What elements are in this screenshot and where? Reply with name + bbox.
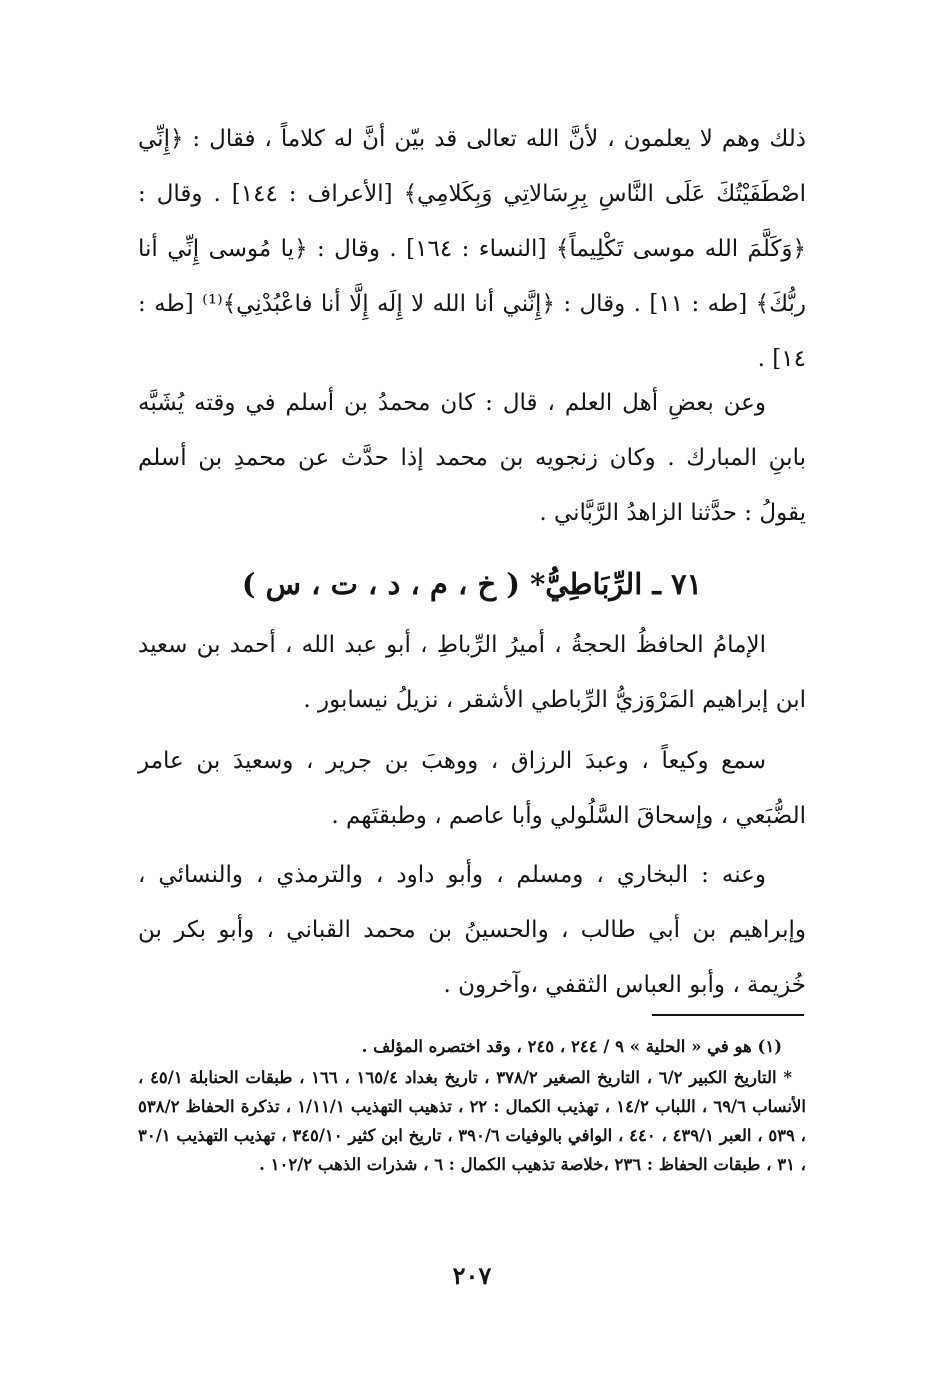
paragraph-teachers: سمع وكيعاً ، وعبدَ الرزاق ، ووهبَ بن جرير ، وسعيدَ بن عامر الضُّبَعي ، وإسحاقَ السَّلُولي وأبا عاصم ، وطبقتَهم .	[138, 748, 806, 829]
footnote-divider	[652, 1014, 804, 1016]
footnote-1: (١) هو في « الحلية » ٩ / ٢٤٤ ، ٢٤٥ ، وقد اختصره المؤلف .	[361, 1037, 782, 1056]
page-number: ٢٠٧	[452, 1261, 492, 1290]
paragraph-quran-quotes: ذلك وهم لا يعلمون ، لأنَّ الله تعالى قد بيّن أنَّ له كلاماً ، فقال : ﴿إِنِّي اصْطَفَيْتُكَ عَلَى النَّاسِ بِرِسَالاتِي وَبِكَلامِي﴾ [الأعراف : ١٤٤] . وقال : ﴿وَكَلَّمَ الله موسى تَكْلِيماً﴾ [النساء : ١٦٤] . وقال : ﴿يا مُوسى إِنِّي أنا ربُّكَ﴾ [طه : ١١] . وقال : ﴿إِنَّني أنا الله لا إِلَه إِلَّا أنا فاعْبُدْنِي﴾⁽¹⁾ [طه : ١٤] .	[138, 126, 806, 372]
biography-heading: ٧١ ـ الرِّبَاطِيُّ* ( خ ، م ، د ، ت ، س )	[241, 567, 703, 601]
paragraph-students: وعنه : البخاري ، ومسلم ، وأبو داود ، والترمذي ، والنسائي ، وإبراهيم بن أبي طالب ، والحسينُ بن محمد القباني ، وأبو بكر بن خُزيمة ، وأبو العباس الثقفي ،وآخرون .	[138, 862, 806, 998]
paragraph-biography-name: الإمامُ الحافظُ الحجةُ ، أميرُ الرِّباطِ ، أبو عبد الله ، أحمد بن سعيد ابن إبراهيم المَرْوَزيُّ الرِّباطي الأشقر ، نزيلُ نيسابور .	[138, 632, 806, 713]
paragraph-muhammad-ibn-aslam: وعن بعضِ أهل العلم ، قال : كان محمدُ بن أسلم في وقته يُشَبَّه بابنِ المبارك . وكان زنجويه بن محمد إذا حدَّث عن محمدِ بن أسلم يقولُ : حدَّثنا الزاهدُ الرَّبَّاني .	[138, 390, 806, 526]
footnote-sources: * التاريخ الكبير ٦/٢ ، التاريخ الصغير ٣٧٨/٢ ، تاريخ بغداد ١٦٥/٤ ، ١٦٦ ، طبقات الحنابلة ٤٥/١ ، الأنساب ٦٩/٦ ، اللباب ١٤/٢ ، تهذيب الكمال : ٢٢ ، تذهيب التهذيب ١/١١/١ ، تذكرة الحفاظ ٥٣٨/٢ ، ٥٣٩ ، العبر ٤٣٩/١ ، ٤٤٠ ، الوافي بالوفيات ٣٩٠/٦ ، تاريخ ابن كثير ٣٤٥/١٠ ، تهذيب التهذيب ٣٠/١ ، ٣١ ، طبقات الحفاظ : ٢٣٦ ،خلاصة تذهيب الكمال : ٦ ، شذرات الذهب ١٠٢/٢ .	[138, 1068, 806, 1174]
